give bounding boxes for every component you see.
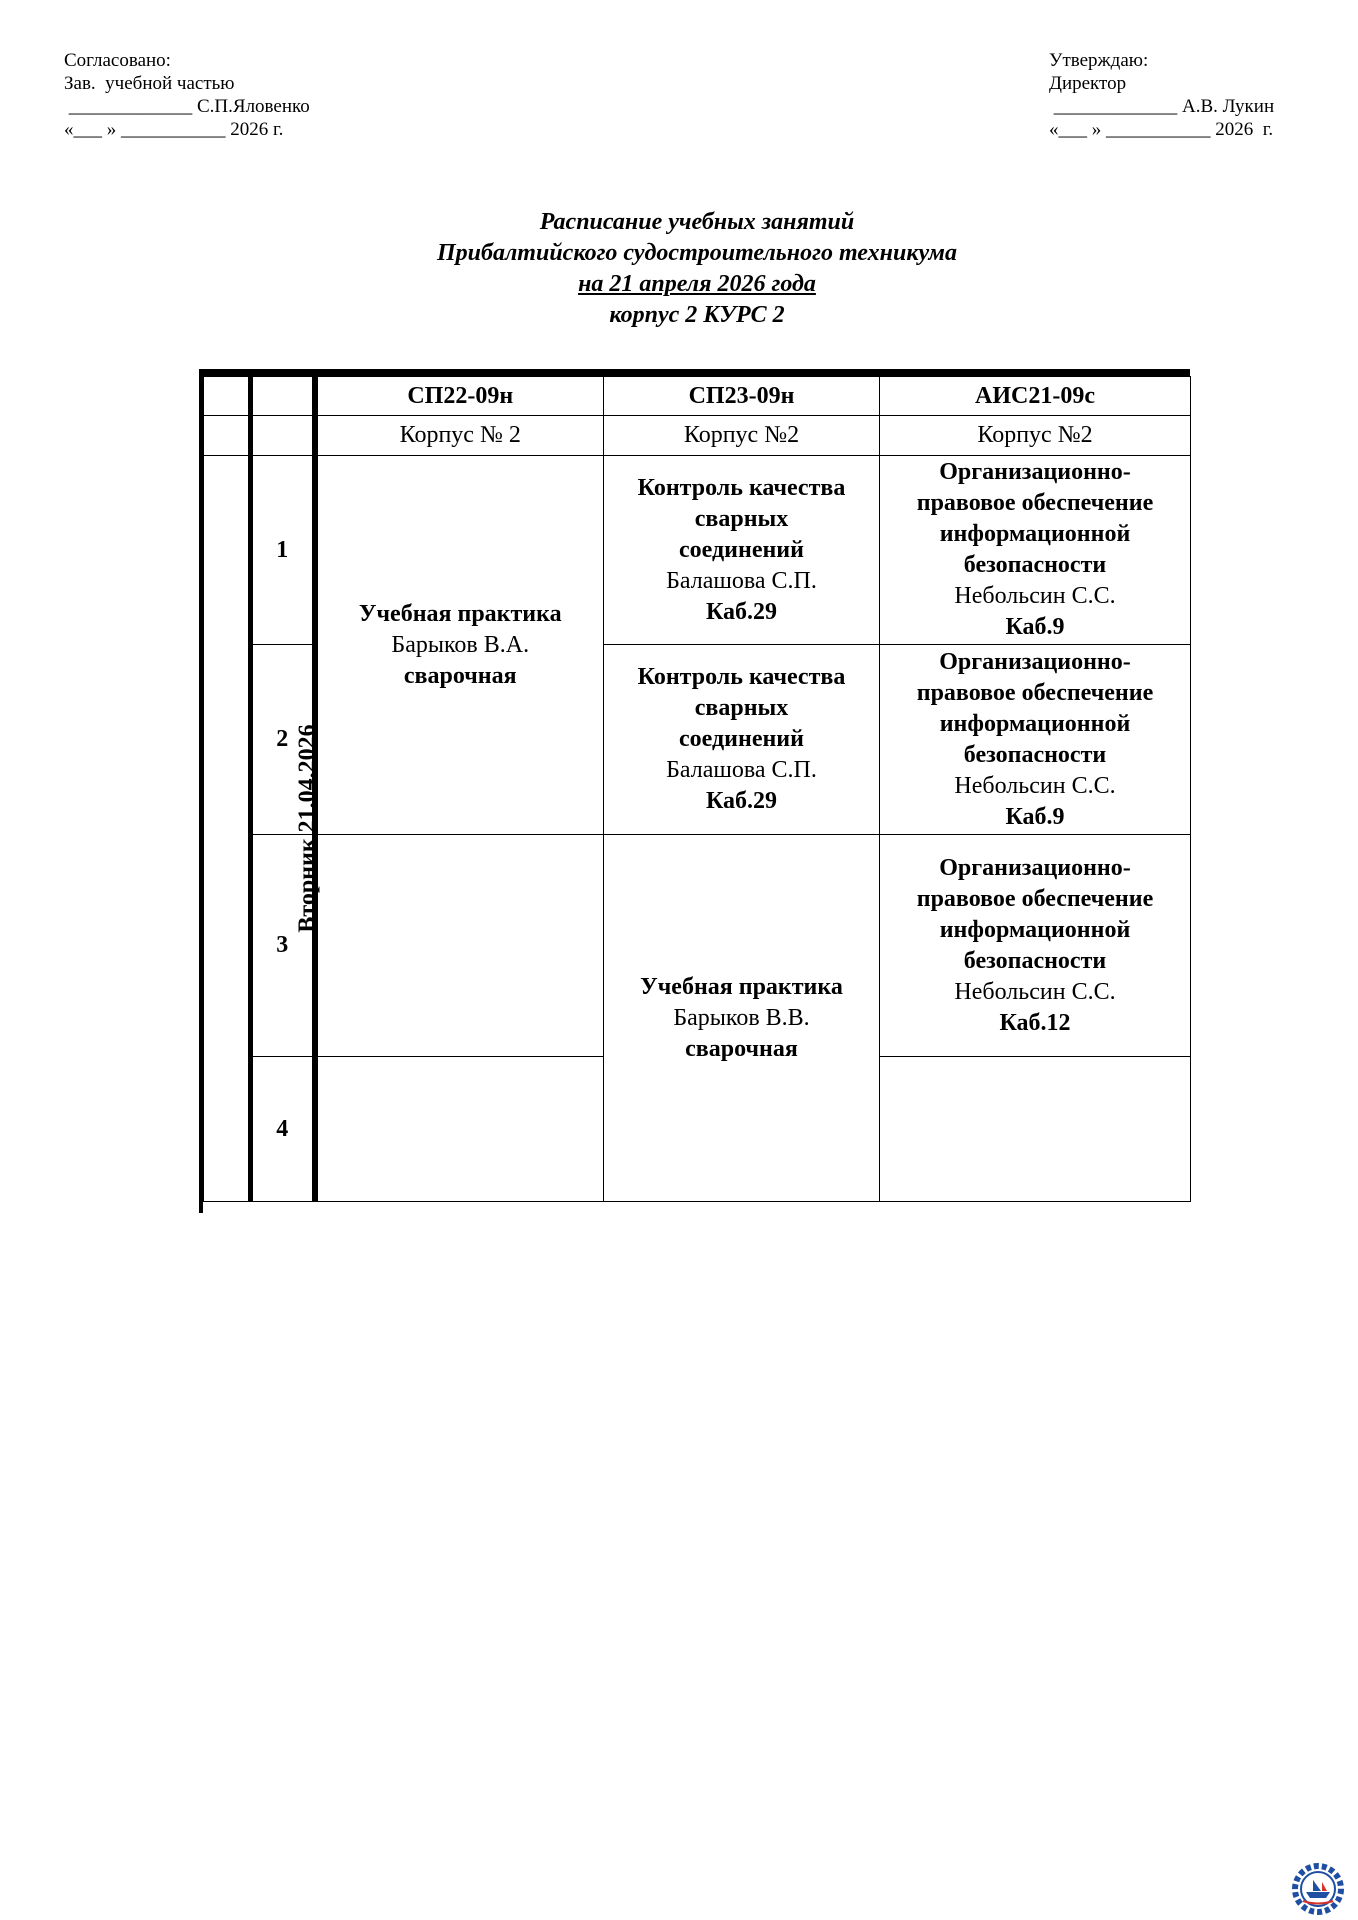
college-logo-icon bbox=[1291, 1862, 1345, 1916]
corner-cell bbox=[251, 377, 315, 416]
title-line-1: Расписание учебных занятий bbox=[539, 209, 855, 235]
lesson-teacher: Барыков В.А. bbox=[391, 631, 530, 658]
lesson-subject: информационной bbox=[939, 710, 1131, 737]
lesson-subject: безопасности bbox=[963, 741, 1107, 768]
lesson-subject: Организационно- bbox=[939, 648, 1131, 675]
buildings-row bbox=[204, 416, 1191, 456]
lesson-subject: безопасности bbox=[963, 552, 1107, 578]
lesson-cell bbox=[880, 456, 1191, 645]
lesson-cell bbox=[880, 835, 1191, 1057]
lesson-subject: безопасности bbox=[963, 947, 1107, 974]
lesson-room: сварочная bbox=[403, 662, 517, 689]
lesson-subject: сварных bbox=[694, 505, 789, 532]
title-date: на 21 апреля 2026 года bbox=[578, 271, 816, 297]
day-cell bbox=[204, 456, 321, 1202]
lesson-room: Каб.29 bbox=[705, 598, 778, 625]
lesson-teacher: Барыков В.В. bbox=[673, 1004, 810, 1031]
approval-confirmed-position: Директор bbox=[1049, 73, 1127, 94]
pair-row-1 bbox=[204, 456, 1191, 645]
lesson-teacher: Небольсин С.С. bbox=[954, 978, 1116, 1005]
corner-cell bbox=[204, 416, 251, 456]
lesson-subject: Контроль качества bbox=[637, 664, 846, 690]
approval-agreed-signature: _____________ С.П.Яловенко bbox=[64, 96, 310, 117]
lesson-teacher: Балашова С.П. bbox=[666, 757, 817, 783]
approval-agreed-position: Зав. учебной частью bbox=[64, 73, 235, 94]
pair-number: 1 bbox=[251, 456, 315, 645]
lesson-teacher: Небольсин С.С. bbox=[954, 583, 1116, 609]
lesson-room: сварочная bbox=[685, 1035, 798, 1062]
pair-number: 3 bbox=[251, 835, 315, 1057]
lesson-subject: правовое обеспечение bbox=[916, 885, 1154, 912]
building-cell: Корпус №2 bbox=[604, 416, 880, 456]
lesson-subject: правовое обеспечение bbox=[916, 490, 1154, 516]
group-header: СП23-09н bbox=[604, 377, 880, 416]
lesson-subject: Контроль качества bbox=[637, 474, 846, 501]
lesson-subject: правовое обеспечение bbox=[916, 679, 1154, 706]
lesson-teacher: Балашова С.П. bbox=[666, 567, 817, 594]
document-title bbox=[0, 207, 1358, 331]
lesson-cell bbox=[604, 835, 880, 1202]
lesson-cell bbox=[880, 645, 1191, 835]
title-building-course: корпус 2 КУРС 2 bbox=[609, 302, 785, 328]
lesson-cell bbox=[315, 456, 604, 835]
approval-agreed-label: Согласовано: bbox=[64, 50, 171, 71]
lesson-subject: Учебная практика bbox=[640, 973, 843, 1000]
pair-number: 2 bbox=[251, 645, 315, 835]
schedule-table bbox=[203, 376, 1191, 1202]
day-label: Вторник 21.04.2026 bbox=[294, 724, 321, 933]
corner-cell bbox=[251, 416, 315, 456]
lesson-subject: соединений bbox=[679, 536, 804, 563]
lesson-subject: информационной bbox=[939, 521, 1131, 547]
lesson-subject: Организационно- bbox=[939, 459, 1131, 485]
empty-lesson-cell bbox=[315, 1057, 604, 1202]
group-header: АИС21-09с bbox=[880, 377, 1191, 416]
groups-row bbox=[204, 377, 1191, 416]
corner-cell bbox=[204, 377, 251, 416]
building-cell: Корпус № 2 bbox=[315, 416, 604, 456]
approval-confirmed-label: Утверждаю: bbox=[1049, 50, 1149, 71]
approval-confirmed-block bbox=[1049, 49, 1274, 141]
lesson-subject: Учебная практика bbox=[358, 600, 562, 627]
lesson-teacher: Небольсин С.С. bbox=[954, 772, 1116, 799]
lesson-subject: соединений bbox=[679, 726, 804, 752]
lesson-room: Каб.9 bbox=[1005, 614, 1065, 640]
approval-agreed-block bbox=[64, 49, 310, 141]
empty-lesson-cell bbox=[880, 1057, 1191, 1202]
building-cell: Корпус №2 bbox=[880, 416, 1191, 456]
pair-number: 4 bbox=[251, 1057, 315, 1202]
approval-confirmed-signature: _____________ А.В. Лукин bbox=[1049, 96, 1275, 117]
lesson-room: Каб.29 bbox=[705, 788, 778, 814]
approval-confirmed-date: «___ » ___________ 2026 г. bbox=[1049, 119, 1274, 140]
lesson-cell bbox=[604, 456, 880, 645]
lesson-room: Каб.9 bbox=[1005, 803, 1065, 830]
lesson-subject: Организационно- bbox=[939, 854, 1131, 881]
lesson-cell bbox=[604, 645, 880, 835]
empty-lesson-cell bbox=[315, 835, 604, 1057]
pair-row-3 bbox=[204, 835, 1191, 1057]
lesson-room: Каб.12 bbox=[999, 1009, 1071, 1036]
title-line-2: Прибалтийского судостроительного техникума bbox=[437, 240, 957, 266]
lesson-subject: информационной bbox=[939, 916, 1131, 943]
approval-agreed-date: «___ » ___________ 2026 г. bbox=[64, 119, 284, 140]
lesson-subject: сварных bbox=[694, 695, 789, 721]
group-header: СП22-09н bbox=[315, 377, 604, 416]
